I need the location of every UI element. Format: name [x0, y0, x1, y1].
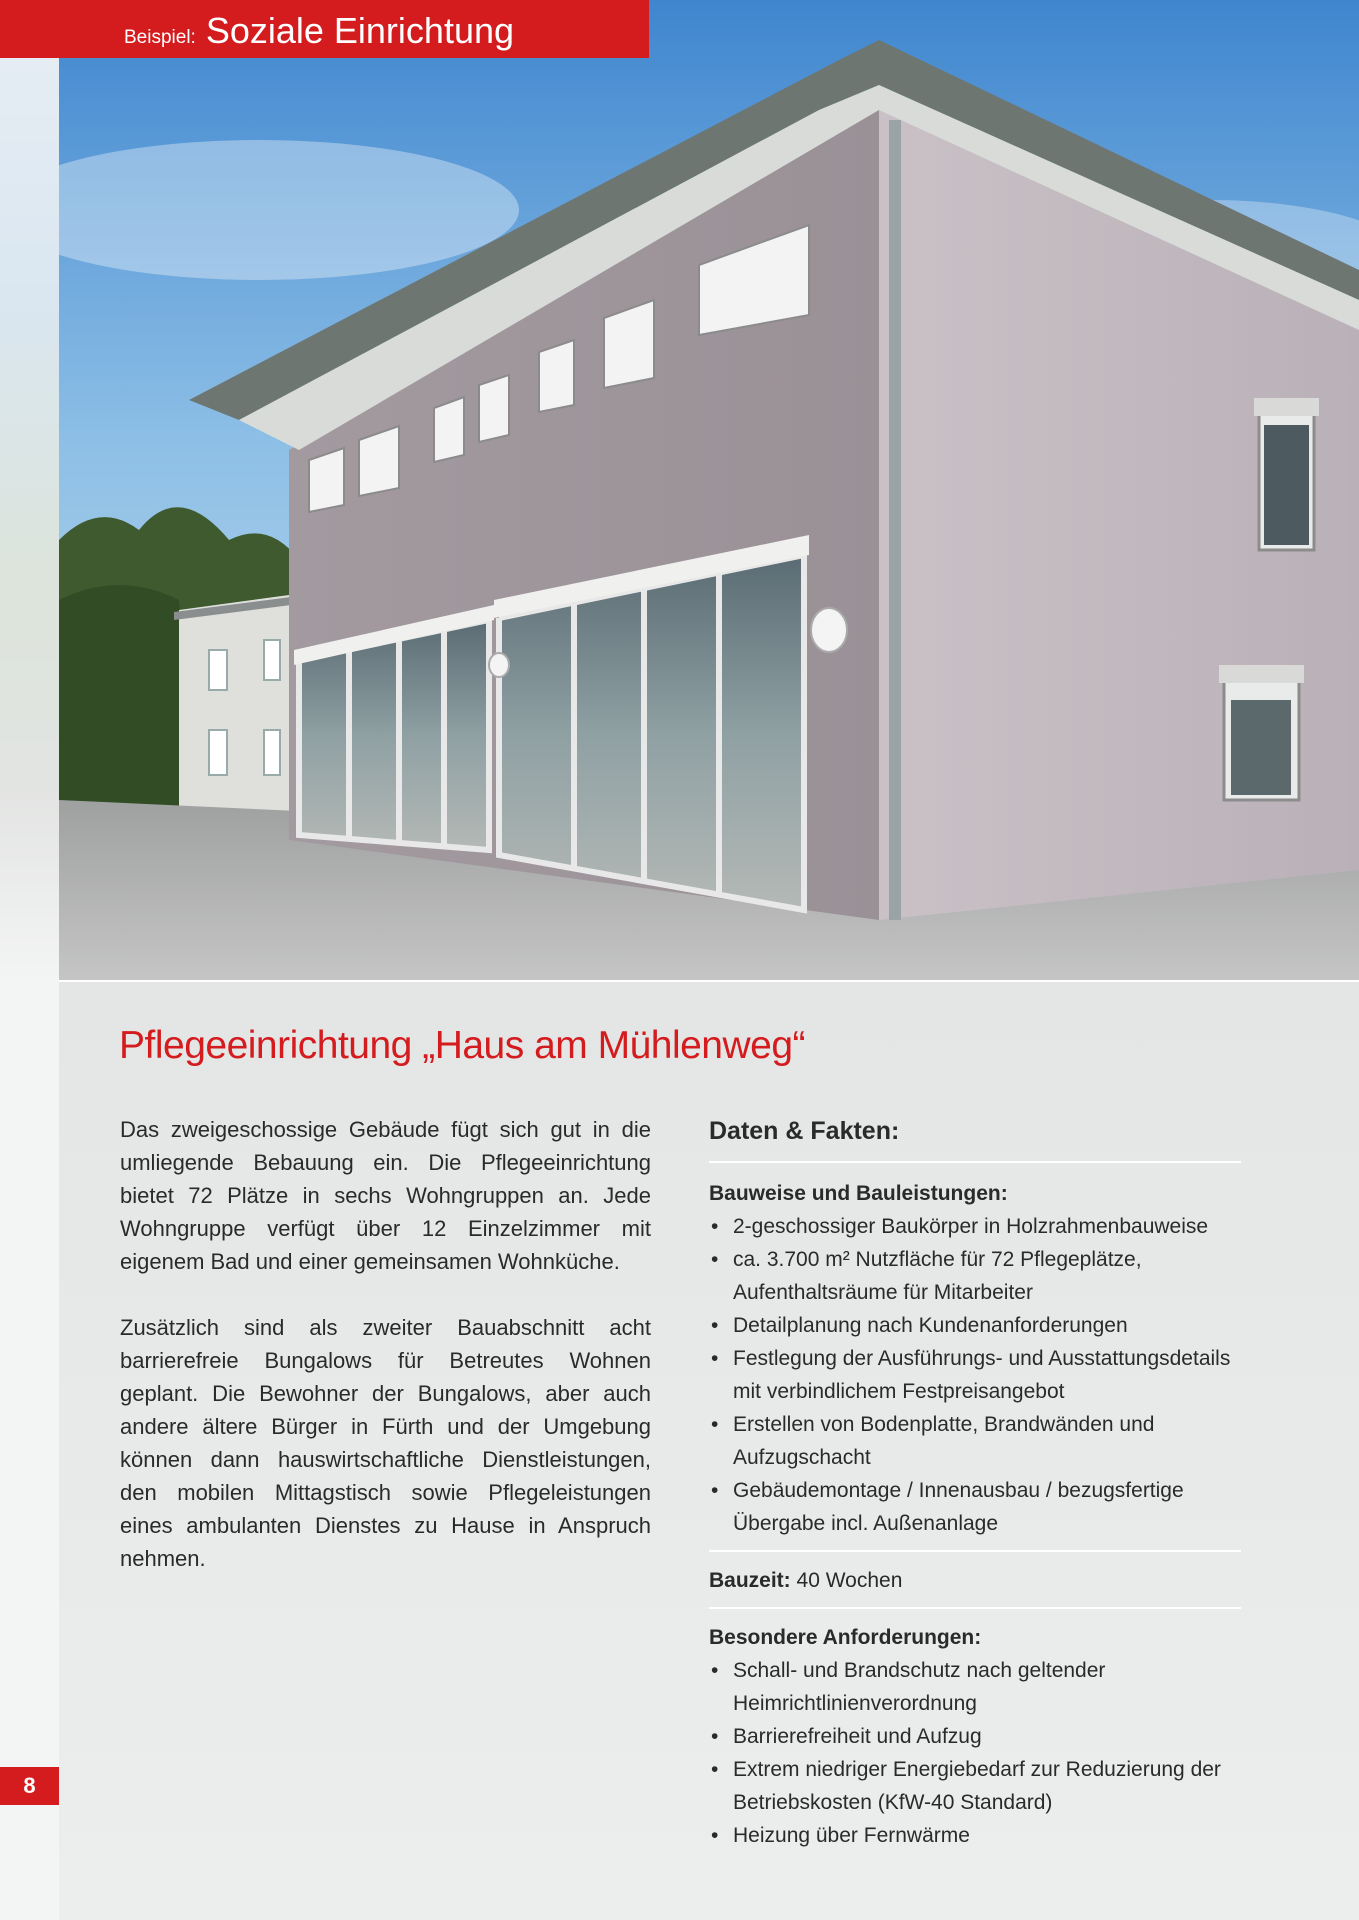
list-item: • Schall- und Brandschutz nach geltender Heimrichtlinienverordnung: [709, 1654, 1241, 1720]
list-item: • 2-geschossiger Baukörper in Holzrahmenbauweise: [709, 1210, 1241, 1243]
section-header-title: Soziale Einrichtung: [205, 10, 515, 51]
page-number: 8: [0, 1767, 59, 1805]
section-header: [0, 0, 649, 58]
article-body: [120, 1113, 651, 1608]
divider: [709, 1550, 1241, 1552]
list-item: • Erstellen von Bodenplatte, Brandwänden und Aufzugschacht: [709, 1408, 1241, 1474]
facts-title: Daten & Fakten:: [709, 1113, 1241, 1163]
bauweise-list: [709, 1210, 1241, 1540]
list-item: • Extrem niedriger Energiebedarf zur Reduzierung der Betriebskosten (KfW-40 Standard): [709, 1753, 1241, 1819]
list-item: • Heizung über Fernwärme: [709, 1819, 1241, 1852]
building-illustration: [59, 0, 1359, 980]
bauzeit: [709, 1564, 1241, 1597]
list-item: • Detailplanung nach Kundenanforderungen: [709, 1309, 1241, 1342]
article-paragraph: Das zweigeschossige Gebäude fügt sich gut in die umliegende Bebauung ein. Die Pflegeeinrichtung bietet 72 Plätze in sechs Wohngruppen an. Jede Wohngruppe verfügt über 12 Einzelzimmer mit eigenem Bad und einer gemeinsamen Wohnküche.: [120, 1117, 651, 1274]
anforderungen-list: [709, 1654, 1241, 1852]
facts-panel: [709, 1113, 1241, 1852]
bauzeit-value: 40 Wochen: [796, 1569, 903, 1592]
list-item: • ca. 3.700 m² Nutzfläche für 72 Pflegeplätze, Aufenthaltsräume für Mitarbeiter: [709, 1243, 1241, 1309]
article-title: Pflegeeinrichtung „Haus am Mühlenweg“: [119, 1024, 806, 1067]
divider: [709, 1607, 1241, 1609]
list-item: • Barrierefreiheit und Aufzug: [709, 1720, 1241, 1753]
left-margin-strip: [0, 0, 59, 1920]
building-photo: [59, 0, 1359, 980]
section-header-prefix: Beispiel:: [124, 27, 196, 48]
article-paragraph: Zusätzlich sind als zweiter Bauabschnitt acht barrierefreie Bungalows für Betreutes Wohnen geplant. Die Bewohner der Bungalows, aber auch andere ältere Bürger in Fürth und der Umgebung können dann hauswirtschaftliche Dienstleistungen, den mobilen Mittagstisch sowie Pflegeleistungen eines ambulanten Dienstes zu Hause in Anspruch nehmen.: [120, 1315, 651, 1571]
list-item: • Festlegung der Ausführungs- und Ausstattungsdetails mit verbindlichem Festpreisangebot: [709, 1342, 1241, 1408]
bauzeit-label: Bauzeit:: [709, 1569, 791, 1592]
anforderungen-heading: Besondere Anforderungen:: [709, 1626, 982, 1649]
bauweise-heading: Bauweise und Bauleistungen:: [709, 1182, 1008, 1205]
list-item: • Gebäudemontage / Innenausbau / bezugsfertige Übergabe incl. Außenanlage: [709, 1474, 1241, 1540]
